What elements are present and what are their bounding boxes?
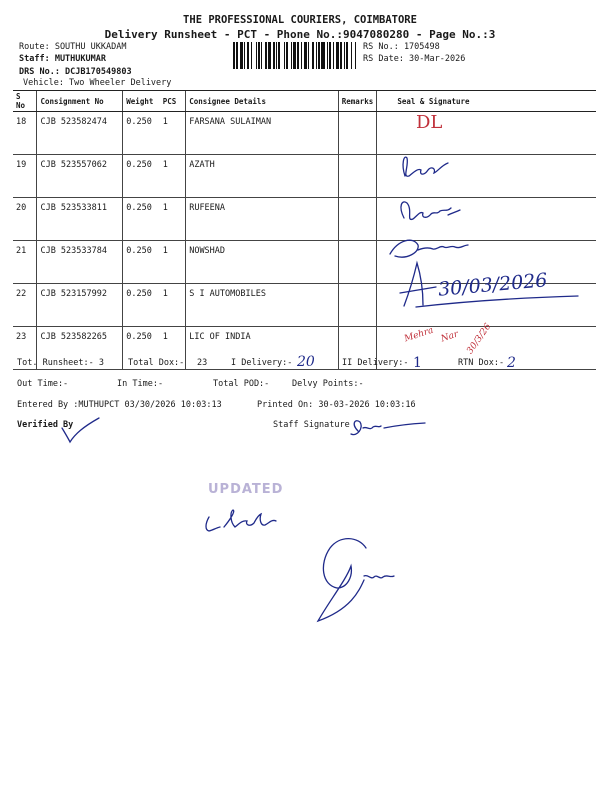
bottom-large-signature [318, 539, 394, 621]
cell-sno: 23 [13, 327, 37, 370]
cell-consignee: RUFEENA [186, 198, 339, 241]
total-dox-value: 23 [197, 358, 208, 368]
cell-consignee: FARSANA SULAIMAN [186, 112, 339, 155]
updated-stamp: UPDATED [208, 482, 284, 497]
document-title: THE PROFESSIONAL COURIERS, COIMBATORE [183, 14, 417, 26]
cell-pcs: 1 [160, 241, 186, 284]
drs-number: DRS No.: DCJB170549803 [19, 67, 132, 77]
staff-signature-label: Staff Signature [273, 420, 350, 430]
rs-number: RS No.: 1705498 [363, 42, 440, 52]
cell-sno: 20 [13, 198, 37, 241]
row23-note-2: Nar [439, 329, 460, 345]
cell-consignment: CJB 523533811 [37, 198, 123, 241]
header-consignee: Consignee Details [186, 91, 339, 112]
printed-on: Printed On: 30-03-2026 10:03:16 [257, 400, 416, 410]
header-remarks: Remarks [338, 91, 377, 112]
cell-consignee: S I AUTOMOBILES [186, 284, 339, 327]
total-pod: Total POD:- [213, 379, 270, 389]
row21-signature [390, 240, 468, 257]
rs-date: RS Date: 30-Mar-2026 [363, 54, 466, 64]
cell-pcs: 1 [160, 112, 186, 155]
cell-sno: 21 [13, 241, 37, 284]
ii-delivery-handwritten: 1 [413, 355, 422, 371]
header-consignment: Consignment No [37, 91, 123, 112]
in-time: In Time:- [117, 379, 164, 389]
cell-weight: 0.250 [123, 284, 160, 327]
cell-consignee: LIC OF INDIA [186, 327, 339, 370]
header-weight: Weight [123, 91, 160, 112]
cell-consignment: CJB 523157992 [37, 284, 123, 327]
staff-signature [351, 421, 425, 435]
rtn-handwritten: 2 [507, 355, 516, 371]
row23-note-3: 30/3/26 [465, 321, 494, 357]
total-dox-label: Total Dox:- [128, 358, 185, 368]
cell-consignee: NOWSHAD [186, 241, 339, 284]
cell-weight: 0.250 [123, 112, 160, 155]
cell-consignment: CJB 523557062 [37, 155, 123, 198]
row22-underline [416, 296, 578, 307]
cell-weight: 0.250 [123, 155, 160, 198]
staff-label: Staff: MUTHUKUMAR [19, 54, 106, 64]
header-sno: S No [13, 91, 37, 112]
row18-dl-mark: DL [416, 112, 443, 133]
row22-date-handwritten: 30/03/2026 [437, 269, 549, 301]
cell-sno: 18 [13, 112, 37, 155]
cell-pcs: 1 [160, 198, 186, 241]
entered-by: Entered By :MUTHUPCT 03/30/2026 10:03:13 [17, 400, 222, 410]
bottom-initials-signature [206, 510, 276, 531]
delvy-points: Delvy Points:- [292, 379, 364, 389]
verified-signature [62, 418, 99, 442]
cell-sno: 22 [13, 284, 37, 327]
tot-runsheet: Tot. Runsheet:- 3 [17, 358, 104, 368]
i-delivery-handwritten: 20 [297, 354, 315, 370]
i-delivery-label: I Delivery:- [231, 358, 293, 368]
cell-sno: 19 [13, 155, 37, 198]
cell-consignment: CJB 523582474 [37, 112, 123, 155]
cell-weight: 0.250 [123, 241, 160, 284]
cell-consignment: CJB 523533784 [37, 241, 123, 284]
row19-signature [403, 157, 448, 176]
out-time: Out Time:- [17, 379, 69, 389]
runsheet-subtitle: Delivery Runsheet - PCT - Phone No.:9047080280 - Page No.:3 [104, 28, 496, 41]
header-pcs: PCS [160, 91, 186, 112]
verified-by-label: Verified By [17, 420, 74, 430]
cell-pcs: 1 [160, 327, 186, 370]
cell-pcs: 1 [160, 155, 186, 198]
cell-consignee: AZATH [186, 155, 339, 198]
row22-signature-loop [400, 263, 436, 306]
row23-note-1: Mehra [403, 325, 435, 345]
vehicle-label: Vehicle: Two Wheeler Delivery [23, 78, 172, 88]
cell-consignment: CJB 523582265 [37, 327, 123, 370]
header-seal-signature: Seal & Signature [377, 91, 596, 112]
rtn-dox-label: RTN Dox:- [458, 358, 505, 368]
cell-pcs: 1 [160, 284, 186, 327]
row20-signature [401, 202, 460, 220]
route-label: Route: SOUTHU UKKADAM [19, 42, 127, 52]
cell-weight: 0.250 [123, 198, 160, 241]
cell-weight: 0.250 [123, 327, 160, 370]
ii-delivery-label: II Delivery:- [342, 358, 409, 368]
